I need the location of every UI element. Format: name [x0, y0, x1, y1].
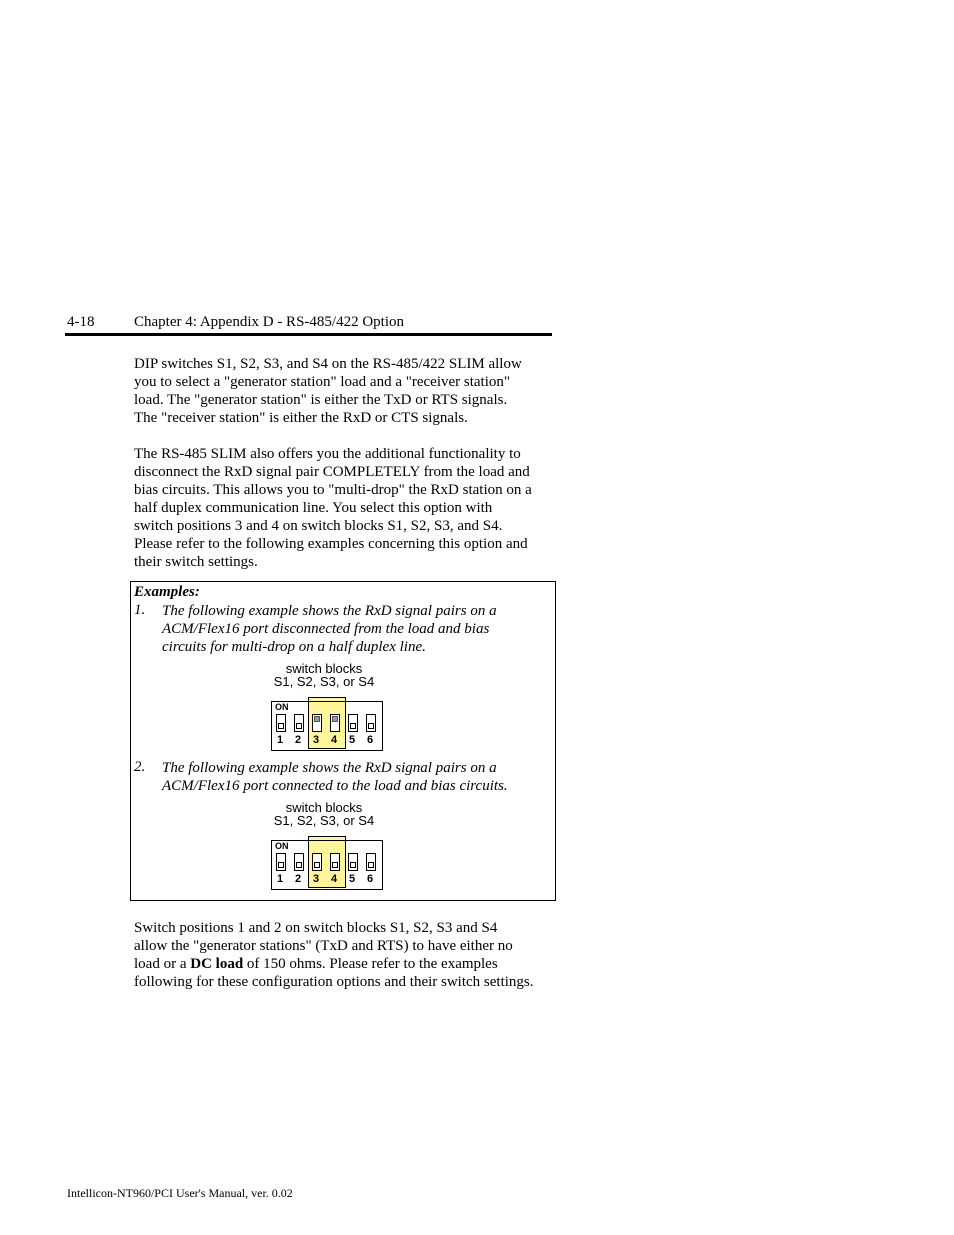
paragraph-line: DIP switches S1, S2, S3, and S4 on the RS-485/422 SLIM allow: [134, 356, 522, 372]
dc-load-term: DC load: [190, 956, 244, 972]
example-number: 2.: [134, 759, 146, 775]
chapter-title: Chapter 4: Appendix D - RS-485/422 Option: [134, 314, 404, 330]
caption-line: switch blocks: [285, 661, 363, 676]
dip-switch-6: [366, 714, 376, 732]
on-label: ON: [275, 702, 289, 712]
example-line: The following example shows the RxD signal pairs on a: [162, 760, 497, 776]
switch-knob: [350, 723, 356, 729]
paragraph-line: load. The "generator station" is either the TxD or RTS signals.: [134, 392, 508, 408]
switch-knob: [296, 723, 302, 729]
switch-knob: [332, 716, 338, 722]
dip-switch-2: [294, 853, 304, 871]
switch-number-label: 6: [366, 873, 374, 885]
switch-knob: [296, 862, 302, 868]
paragraph-line: switch positions 3 and 4 on switch blocks S1, S2, S3, and S4.: [134, 518, 503, 534]
paragraph-line: Switch positions 1 and 2 on switch blocks S1, S2, S3 and S4: [134, 920, 498, 936]
dip-switch-4: [330, 853, 340, 871]
paragraph-line: The "receiver station" is either the RxD or CTS signals.: [134, 410, 468, 426]
switch-number-label: 2: [294, 734, 302, 746]
dip-switch-4: [330, 714, 340, 732]
switch-number-label: 1: [276, 873, 284, 885]
dip-switch-block: [271, 840, 383, 890]
multidrop-paragraph: [134, 445, 564, 571]
paragraph-line: their switch settings.: [134, 554, 258, 570]
example-line: circuits for multi-drop on a half duplex line.: [162, 639, 426, 655]
paragraph-line: disconnect the RxD signal pair COMPLETELY from the load and: [134, 464, 530, 480]
examples-title: Examples:: [134, 584, 200, 600]
paragraph-line: bias circuits. This allows you to "multi-drop" the RxD station on a: [134, 482, 532, 498]
example-line: ACM/Flex16 port connected to the load and bias circuits.: [162, 778, 508, 794]
switch-number-label: 3: [312, 873, 320, 885]
paragraph-line: Please refer to the following examples concerning this option and: [134, 536, 528, 552]
example-1-text: [162, 602, 497, 656]
dip-switch-5: [348, 853, 358, 871]
dip-switch-3: [312, 714, 322, 732]
paragraph-line: half duplex communication line. You select this option with: [134, 500, 493, 516]
dip-switch-3: [312, 853, 322, 871]
switch-knob: [278, 723, 284, 729]
switch-knob: [314, 716, 320, 722]
example-number: 1.: [134, 602, 146, 618]
header-rule: [65, 333, 552, 336]
switch-knob: [368, 862, 374, 868]
paragraph-line: allow the "generator stations" (TxD and RTS) to have either no: [134, 938, 513, 954]
paragraph-line: you to select a "generator station" load and a "receiver station": [134, 374, 511, 390]
paragraph-line: following for these configuration options and their switch settings.: [134, 974, 534, 990]
switch-number-label: 1: [276, 734, 284, 746]
diagram-caption: [244, 662, 404, 688]
caption-line: switch blocks: [285, 800, 363, 815]
paragraph-line: [134, 955, 564, 973]
switch-number-label: 5: [348, 873, 356, 885]
switch-number-label: 5: [348, 734, 356, 746]
page-number: 4-18: [67, 314, 95, 330]
dip-switch-block: [271, 701, 383, 751]
example-line: The following example shows the RxD signal pairs on a: [162, 603, 497, 619]
switch-number-label: 4: [330, 734, 338, 746]
example-2-text: [162, 759, 508, 795]
example-line: ACM/Flex16 port disconnected from the load and bias: [162, 621, 490, 637]
caption-line: S1, S2, S3, or S4: [273, 674, 375, 689]
caption-line: S1, S2, S3, or S4: [273, 813, 375, 828]
switch-knob: [350, 862, 356, 868]
text-span: of 150 ohms. Please refer to the examples: [243, 956, 498, 972]
switch-knob: [368, 723, 374, 729]
dip-switch-2: [294, 714, 304, 732]
switch-number-label: 3: [312, 734, 320, 746]
footer: Intellicon-NT960/PCI User's Manual, ver. 0.02: [67, 1186, 293, 1200]
switch-knob: [314, 862, 320, 868]
switch-knob: [332, 862, 338, 868]
text-span: load or a: [134, 956, 191, 972]
dip-switch-1: [276, 853, 286, 871]
switch-number-label: 2: [294, 873, 302, 885]
switch-number-label: 6: [366, 734, 374, 746]
dip-switch-diagram-1: [271, 701, 383, 753]
switch-number-label: 4: [330, 873, 338, 885]
on-label: ON: [275, 841, 289, 851]
load-paragraph: [134, 919, 564, 991]
paragraph-line: The RS-485 SLIM also offers you the additional functionality to: [134, 446, 521, 462]
intro-paragraph: [134, 355, 564, 427]
dip-switch-6: [366, 853, 376, 871]
dip-switch-1: [276, 714, 286, 732]
diagram-caption: [244, 801, 404, 827]
dip-switch-diagram-2: [271, 840, 383, 892]
dip-switch-5: [348, 714, 358, 732]
switch-knob: [278, 862, 284, 868]
